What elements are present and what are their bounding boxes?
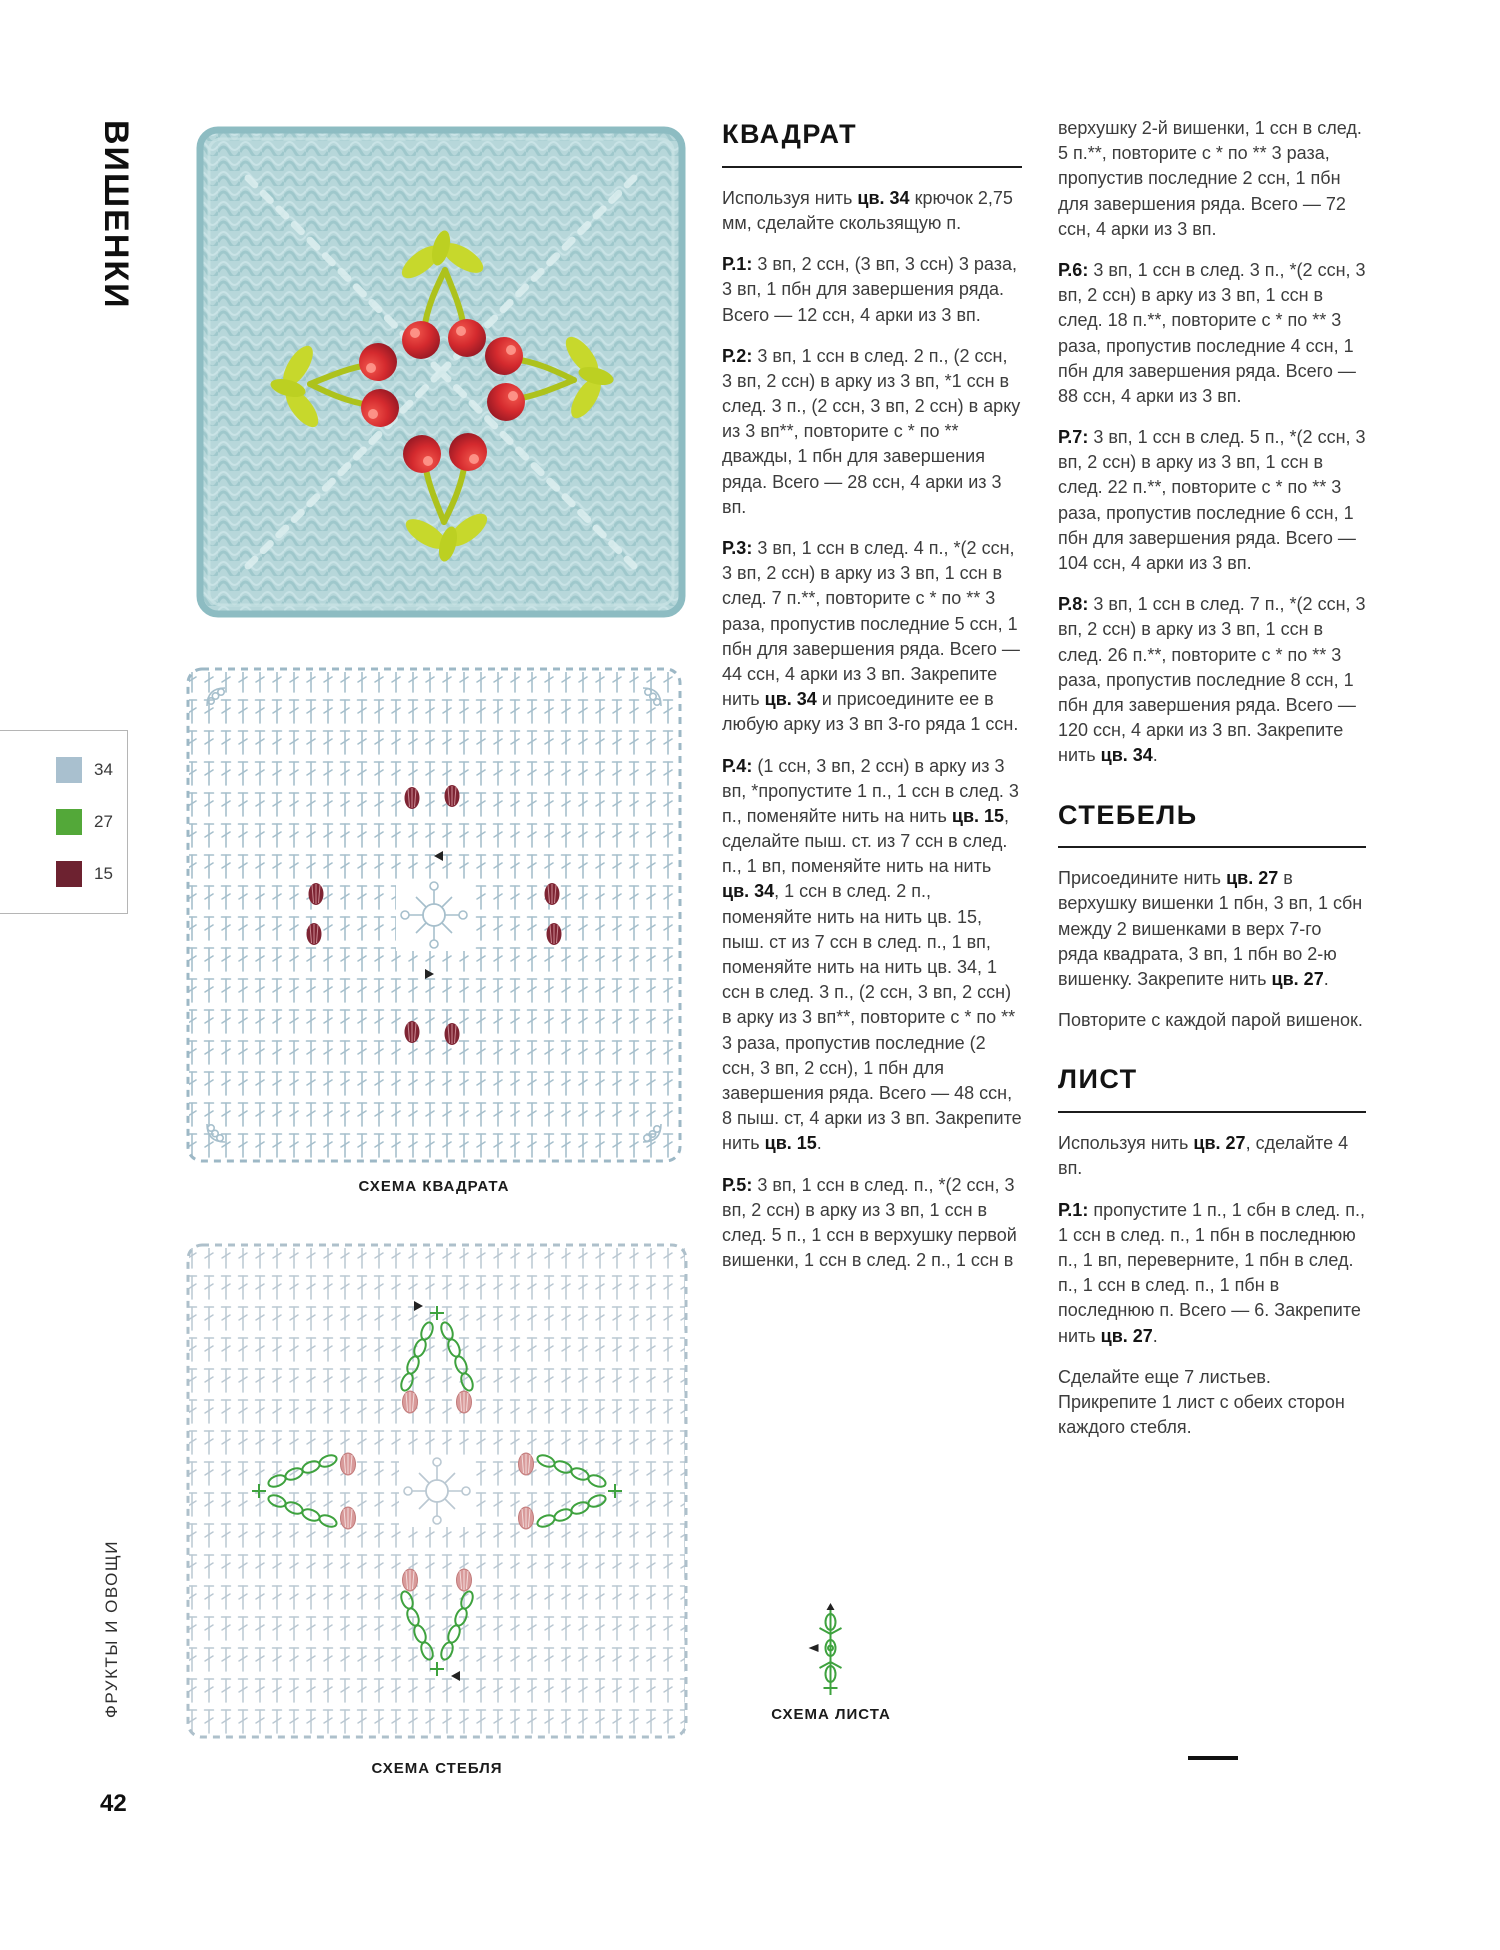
bobble-symbol bbox=[403, 1391, 418, 1413]
color-code-34: 34 bbox=[94, 760, 113, 779]
bobble-symbol bbox=[403, 1569, 418, 1591]
bobble-symbol bbox=[519, 1453, 534, 1475]
bobble-symbol bbox=[547, 923, 562, 945]
pattern-paragraph: Р.7: 3 вп, 1 ссн в след. 5 п., *(2 ссн, 3 вп, 2 ссн) в арку из 3 вп, 1 ссн в след. 22 п.**, повторите с * по ** 3 раза, пропустив последние 6 ссн, 1 пбн для завершения ряда. Всего — 104 ссн, 4 арки из 3 вп. bbox=[1058, 427, 1366, 573]
section-end-rule bbox=[1188, 1756, 1238, 1760]
square-chart-caption: СХЕМА КВАДРАТА bbox=[358, 1178, 510, 1195]
pattern-paragraph: Р.3: 3 вп, 1 ссн в след. 4 п., *(2 ссн, 3 вп, 2 ссн) в арку из 3 вп, 1 ссн в след. 7 п.**, повторите с * по ** 3 раза, пропустив последние 5 ссн, 1 пбн для завершения ряда. Всего — 44 ссн, 4 арки из 3 вп. Закрепите нить цв. 34 и присоедините ее в любую арку из 3 вп 3-го ряда 1 ссн. bbox=[722, 538, 1020, 735]
legend-item bbox=[56, 757, 127, 783]
section-title-square: КВАДРАТ bbox=[722, 116, 1022, 168]
pattern-paragraph: Повторите с каждой парой вишенок. bbox=[1058, 1010, 1363, 1031]
bobble-symbol bbox=[341, 1507, 356, 1529]
legend-item bbox=[56, 861, 127, 887]
bobble-symbol bbox=[519, 1507, 534, 1529]
pattern-paragraph: верхушку 2-й вишенки, 1 ссн в след. 5 п.**, повторите с * по ** 3 раза, пропустив последние 2 ссн, 1 пбн для завершения ряда. Всего — 72 ссн, 4 арки из 3 вп. bbox=[1058, 118, 1362, 239]
leaf-chart-caption: СХЕМА ЛИСТА bbox=[771, 1706, 891, 1723]
bobble-symbol bbox=[405, 1021, 420, 1043]
pattern-paragraph: Используя нить цв. 34 крючок 2,75 мм, сделайте скользящую п. bbox=[722, 187, 1013, 233]
page-rubric-title: ВИШЕНКИ bbox=[97, 120, 135, 310]
pattern-paragraph: Р.8: 3 вп, 1 ссн в след. 7 п., *(2 ссн, 3 вп, 2 ссн) в арку из 3 вп, 1 ссн в след. 26 п.**, повторите с * по ** 3 раза, пропустив последние 8 ссн, 1 пбн для завершения ряда. Всего — 120 ссн, 4 арки из 3 вп. Закрепите нить цв. 34. bbox=[1058, 594, 1366, 766]
page-number: 42 bbox=[100, 1790, 127, 1817]
bobble-symbol bbox=[545, 883, 560, 905]
pattern-paragraph: Р.5: 3 вп, 1 ссн в след. п., *(2 ссн, 3 вп, 2 ссн) в арку из 3 вп, 1 ссн в след. 5 п., 1 ссн в верхушку первой вишенки, 1 ссн в след. 2 п., 1 ссн в bbox=[722, 1174, 1017, 1271]
pattern-paragraph: Присоедините нить цв. 27 в верхушку вишенки 1 пбн, 3 вп, 1 сбн между 2 вишенками в верх 7-го ряда квадрата, 3 вп, 1 пбн во 2-ю вишенку. Закрепите нить цв. 27. bbox=[1058, 868, 1363, 990]
stem-chart-caption: СХЕМА СТЕБЛЯ bbox=[371, 1760, 503, 1777]
pattern-paragraph: Р.6: 3 вп, 1 ссн в след. 3 п., *(2 ссн, 3 вп, 2 ссн) в арку из 3 вп, 1 ссн в след. 18 п.**, повторите с * по ** 3 раза, пропустив последние 4 ссн, 1 пбн для завершения ряда. Всего — 88 ссн, 4 арки из 3 вп. bbox=[1058, 259, 1366, 406]
bobble-symbol bbox=[309, 883, 324, 905]
bobble-symbol bbox=[307, 923, 322, 945]
pattern-paragraph: Р.1: пропустите 1 п., 1 сбн в след. п., 1 ссн в след. п., 1 пбн в последнюю п., 1 вп, переверните, 1 пбн в след. п., 1 ссн в след. п., 1 пбн в последнюю п. Всего — 6. Закрепите нить цв. 27. bbox=[1058, 1199, 1365, 1346]
stem-chart-diagram bbox=[183, 1240, 691, 1747]
bobble-symbol bbox=[445, 1023, 460, 1045]
color-swatch-27 bbox=[56, 809, 82, 835]
pattern-paragraph: Используя нить цв. 27, сделайте 4 вп. bbox=[1058, 1133, 1349, 1179]
color-code-15: 15 bbox=[94, 864, 113, 883]
color-swatch-34 bbox=[56, 757, 82, 783]
pattern-paragraph: Р.4: (1 ссн, 3 вп, 2 ссн) в арку из 3 вп, *пропустите 1 п., 1 ссн в след. 3 п., поменяйте нить на нить цв. 15, сделайте пыш. ст. из 7 ссн в след. п., 1 вп, поменяйте нить на нить цв. 34, 1 ссн в след. 2 п., поменяйте нить на нить цв. 15, пыш. ст из 7 ссн в след. п., 1 вп, поменяйте нить на нить цв. 34, 1 ссн в след. 3 п., (2 ссн, 3 вп, 2 ссн) в арку из 3 вп**, повторите с * по ** 3 раза, пропустив последние (2 ссн, 3 вп, 2 ссн), 1 пбн для завершения ряда. Всего — 48 ссн, 8 пыш. ст, 4 арки из 3 вп. Закрепите нить цв. 15. bbox=[722, 755, 1022, 1154]
bobble-symbol bbox=[457, 1391, 472, 1413]
color-code-27: 27 bbox=[94, 812, 113, 831]
bobble-symbol bbox=[405, 787, 420, 809]
pattern-paragraph: Р.1: 3 вп, 2 ссн, (3 вп, 3 ссн) 3 раза, 3 вп, 1 пбн для завершения ряда. Всего — 12 ссн, 4 арки из 3 вп. bbox=[722, 254, 1017, 325]
pattern-paragraph: Р.2: 3 вп, 1 ссн в след. 2 п., (2 ссн, 3 вп, 2 ссн) в арку из 3 вп, *1 ссн в след. 3 п., (2 ссн, 3 вп, 2 ссн) в арку из 3 вп**, повторите с * по ** дважды, 1 пбн для завершения ряда. Всего — 28 ссн, 4 арки из 3 вп. bbox=[722, 345, 1021, 517]
cherry-square-photo bbox=[196, 126, 686, 618]
square-chart-diagram bbox=[183, 664, 685, 1171]
yarn-color-legend bbox=[0, 730, 128, 914]
legend-item bbox=[56, 809, 127, 835]
footer-category-label: ФРУКТЫ И ОВОЩИ bbox=[102, 1540, 121, 1719]
section-title-stem: СТЕБЕЛЬ bbox=[1058, 797, 1366, 849]
cherry-square-photo-image bbox=[196, 126, 686, 618]
leaf-chart-diagram bbox=[778, 1598, 883, 1703]
bobble-symbol bbox=[341, 1453, 356, 1475]
column-continuation-instructions bbox=[1058, 116, 1366, 1456]
section-title-leaf: ЛИСТ bbox=[1058, 1061, 1366, 1113]
color-swatch-15 bbox=[56, 861, 82, 887]
column-square-instructions bbox=[722, 116, 1022, 1289]
pattern-paragraph: Сделайте еще 7 листьев. Прикрепите 1 лист с обеих сторон каждого стебля. bbox=[1058, 1366, 1345, 1438]
bobble-symbol bbox=[445, 785, 460, 807]
bobble-symbol bbox=[457, 1569, 472, 1591]
